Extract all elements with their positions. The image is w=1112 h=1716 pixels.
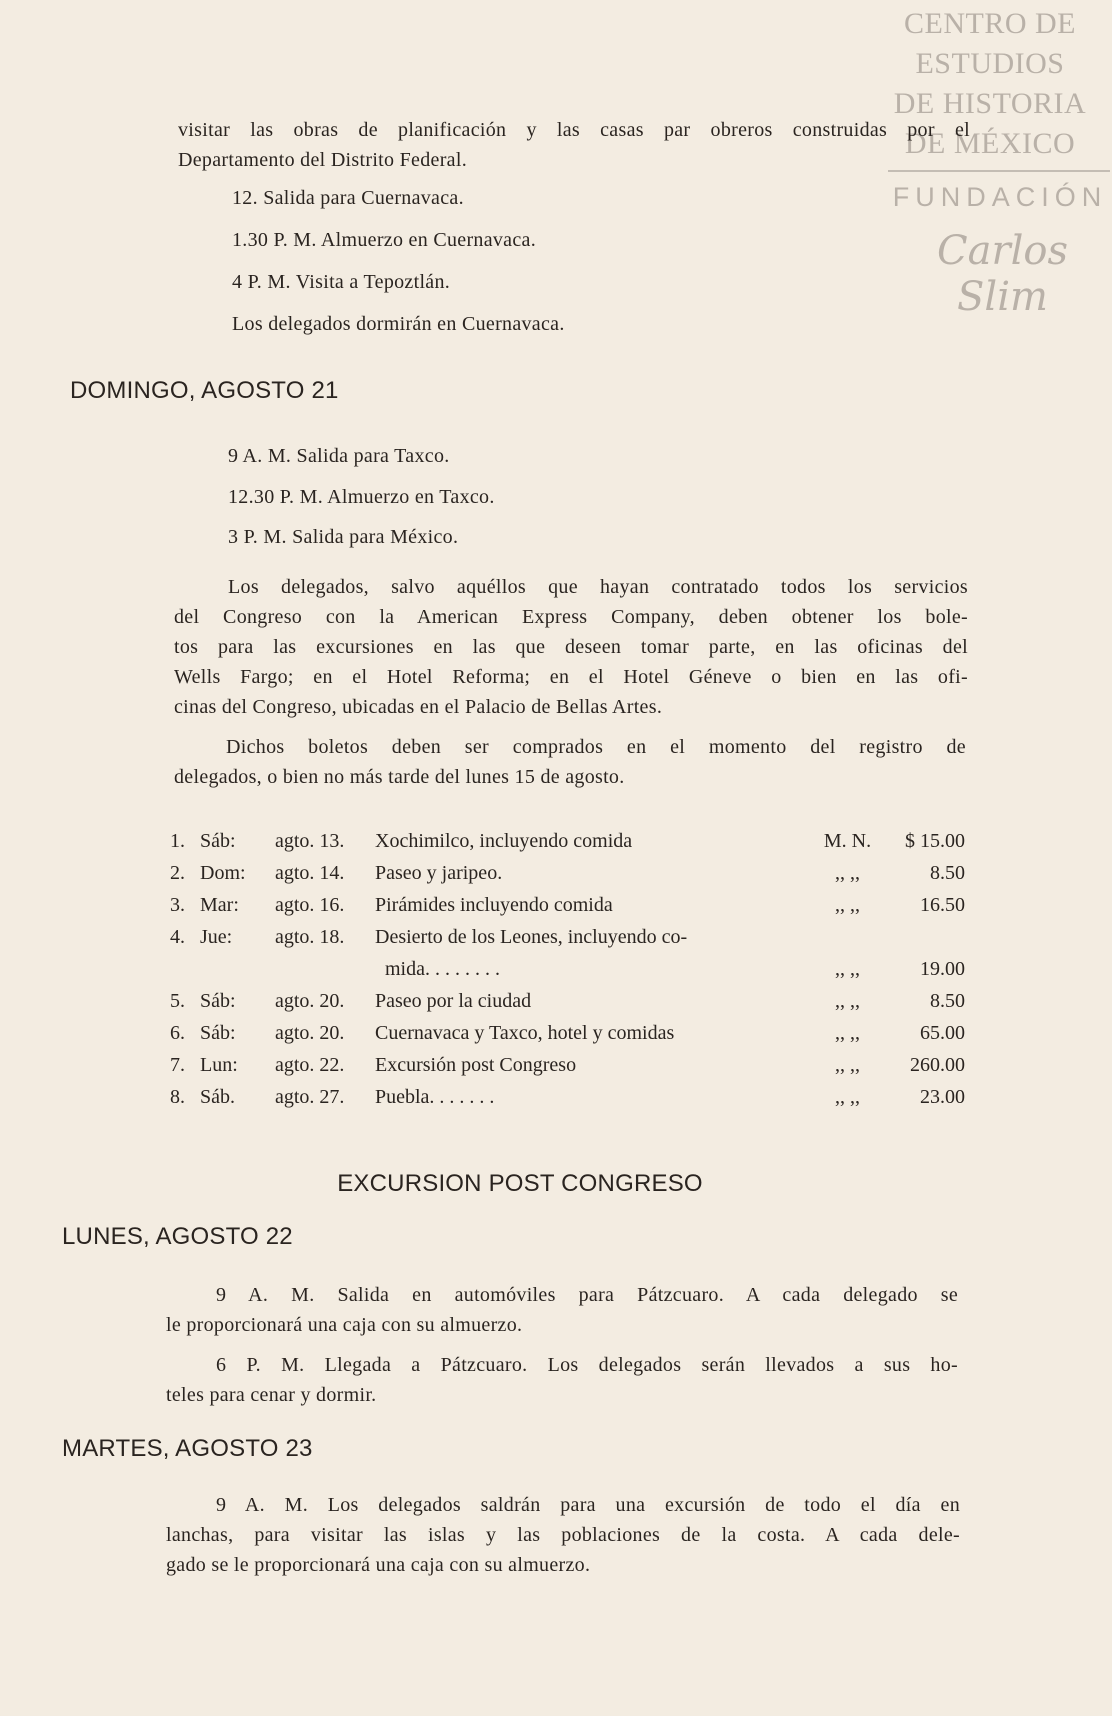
paragraph-line: Dichos boletos deben ser comprados en el momento del registro de (226, 736, 966, 758)
row-number: 4. (170, 926, 185, 948)
row-date: agto. 13. (275, 830, 345, 852)
row-currency: ,, ,, (835, 1086, 860, 1108)
row-number: 6. (170, 1022, 185, 1044)
paragraph-line: gado se le proporcionará una caja con su almuerzo. (166, 1554, 591, 1576)
row-description: Xochimilco, incluyendo comida (375, 830, 633, 852)
row-amount: 23.00 (920, 1086, 965, 1108)
row-day: Dom: (200, 862, 246, 884)
row-description: Desierto de los Leones, incluyendo co- (375, 926, 688, 948)
row-description: Puebla. . . . . . . (375, 1086, 495, 1108)
row-date: agto. 27. (275, 1086, 345, 1108)
schedule-item: 3 P. M. Salida para México. (228, 526, 459, 548)
row-amount: $ 15.00 (905, 830, 965, 852)
paragraph-line: le proporcionará una caja con su almuerzo. (166, 1314, 523, 1336)
row-number: 1. (170, 830, 185, 852)
intro-line: visitar las obras de planificación y las casas par obreros construidas por el (178, 119, 970, 141)
row-amount: 8.50 (930, 862, 965, 884)
row-day: Sáb: (200, 1022, 236, 1044)
row-number: 5. (170, 990, 185, 1012)
schedule-item: 12. Salida para Cuernavaca. (232, 187, 464, 209)
row-day: Sáb: (200, 830, 236, 852)
row-day: Lun: (200, 1054, 238, 1076)
row-currency: ,, ,, (835, 958, 860, 980)
row-amount: 16.50 (920, 894, 965, 916)
row-number: 7. (170, 1054, 185, 1076)
paragraph-line: Wells Fargo; en el Hotel Reforma; en el Hotel Géneve o bien en las ofi- (174, 666, 968, 688)
row-description: Paseo y jaripeo. (375, 862, 503, 884)
row-amount: 260.00 (910, 1054, 965, 1076)
paragraph-line: tos para las excursiones en las que deseen tomar parte, en las oficinas del (174, 636, 968, 658)
row-description: Excursión post Congreso (375, 1054, 577, 1076)
watermark-line: DE MÉXICO (904, 127, 1076, 160)
table-row (170, 986, 965, 1017)
table-row (170, 1018, 965, 1049)
schedule-item: 1.30 P. M. Almuerzo en Cuernavaca. (232, 229, 537, 251)
schedule-item: Los delegados dormirán en Cuernavaca. (232, 313, 565, 335)
watermark-divider (888, 170, 1110, 172)
row-currency: ,, ,, (835, 1022, 860, 1044)
row-description: Pirámides incluyendo comida (375, 894, 613, 916)
row-number: 3. (170, 894, 185, 916)
schedule-item: 4 P. M. Visita a Tepoztlán. (232, 271, 451, 293)
watermark-signature: Carlos Slim (937, 228, 1068, 320)
row-number: 2. (170, 862, 185, 884)
row-currency: ,, ,, (835, 990, 860, 1012)
paragraph-line: 9 A. M. Los delegados saldrán para una excursión de todo el día en (216, 1494, 960, 1516)
row-description: Cuernavaca y Taxco, hotel y comidas (375, 1022, 675, 1044)
row-day: Sáb: (200, 990, 236, 1012)
row-currency: ,, ,, (835, 894, 860, 916)
row-day: Sáb. (200, 1086, 235, 1108)
paragraph-line: teles para cenar y dormir. (166, 1384, 377, 1406)
table-row (170, 954, 965, 985)
watermark-line: ESTUDIOS (915, 47, 1065, 80)
row-currency: ,, ,, (835, 1054, 860, 1076)
intro-line: Departamento del Distrito Federal. (178, 149, 467, 171)
table-row (170, 1082, 965, 1113)
row-amount: 19.00 (920, 958, 965, 980)
table-row (170, 826, 965, 857)
row-date: agto. 20. (275, 1022, 345, 1044)
watermark-line: DE HISTORIA (893, 87, 1087, 120)
table-row (170, 922, 965, 953)
row-currency: ,, ,, (835, 862, 860, 884)
paragraph-line: lanchas, para visitar las islas y las poblaciones de la costa. A cada dele- (166, 1524, 960, 1546)
row-description: mida. . . . . . . . (385, 958, 500, 980)
schedule-item: 9 A. M. Salida para Taxco. (228, 445, 450, 467)
day-heading: LUNES, AGOSTO 22 (62, 1223, 293, 1250)
day-heading: MARTES, AGOSTO 23 (62, 1435, 313, 1462)
paragraph-line: delegados, o bien no más tarde del lunes 15 de agosto. (174, 766, 625, 788)
row-date: agto. 22. (275, 1054, 345, 1076)
table-row (170, 890, 965, 921)
paragraph-line: del Congreso con la American Express Company, deben obtener los bole- (174, 606, 968, 628)
paragraph-line: 9 A. M. Salida en automóviles para Pátzcuaro. A cada delegado se (216, 1284, 958, 1306)
section-title: EXCURSION POST CONGRESO (337, 1170, 703, 1197)
row-currency: M. N. (823, 830, 872, 852)
row-description: Paseo por la ciudad (375, 990, 532, 1012)
day-heading: DOMINGO, AGOSTO 21 (70, 377, 339, 404)
table-row (170, 858, 965, 889)
paragraph-line: Los delegados, salvo aquéllos que hayan contratado todos los servicios (228, 576, 968, 598)
schedule-item: 12.30 P. M. Almuerzo en Taxco. (228, 486, 495, 508)
table-row (170, 1050, 965, 1081)
row-date: agto. 20. (275, 990, 345, 1012)
row-date: agto. 16. (275, 894, 345, 916)
row-day: Jue: (200, 926, 233, 948)
paragraph-line: 6 P. M. Llegada a Pátzcuaro. Los delegados serán llevados a sus ho- (216, 1354, 958, 1376)
watermark-foundation: FUNDACIÓN (892, 182, 1108, 212)
watermark-line: CENTRO DE (904, 7, 1076, 40)
row-amount: 8.50 (930, 990, 965, 1012)
row-date: agto. 18. (275, 926, 345, 948)
row-date: agto. 14. (275, 862, 345, 884)
row-number: 8. (170, 1086, 185, 1108)
row-day: Mar: (200, 894, 239, 916)
paragraph-line: cinas del Congreso, ubicadas en el Palacio de Bellas Artes. (174, 696, 663, 718)
row-amount: 65.00 (920, 1022, 965, 1044)
